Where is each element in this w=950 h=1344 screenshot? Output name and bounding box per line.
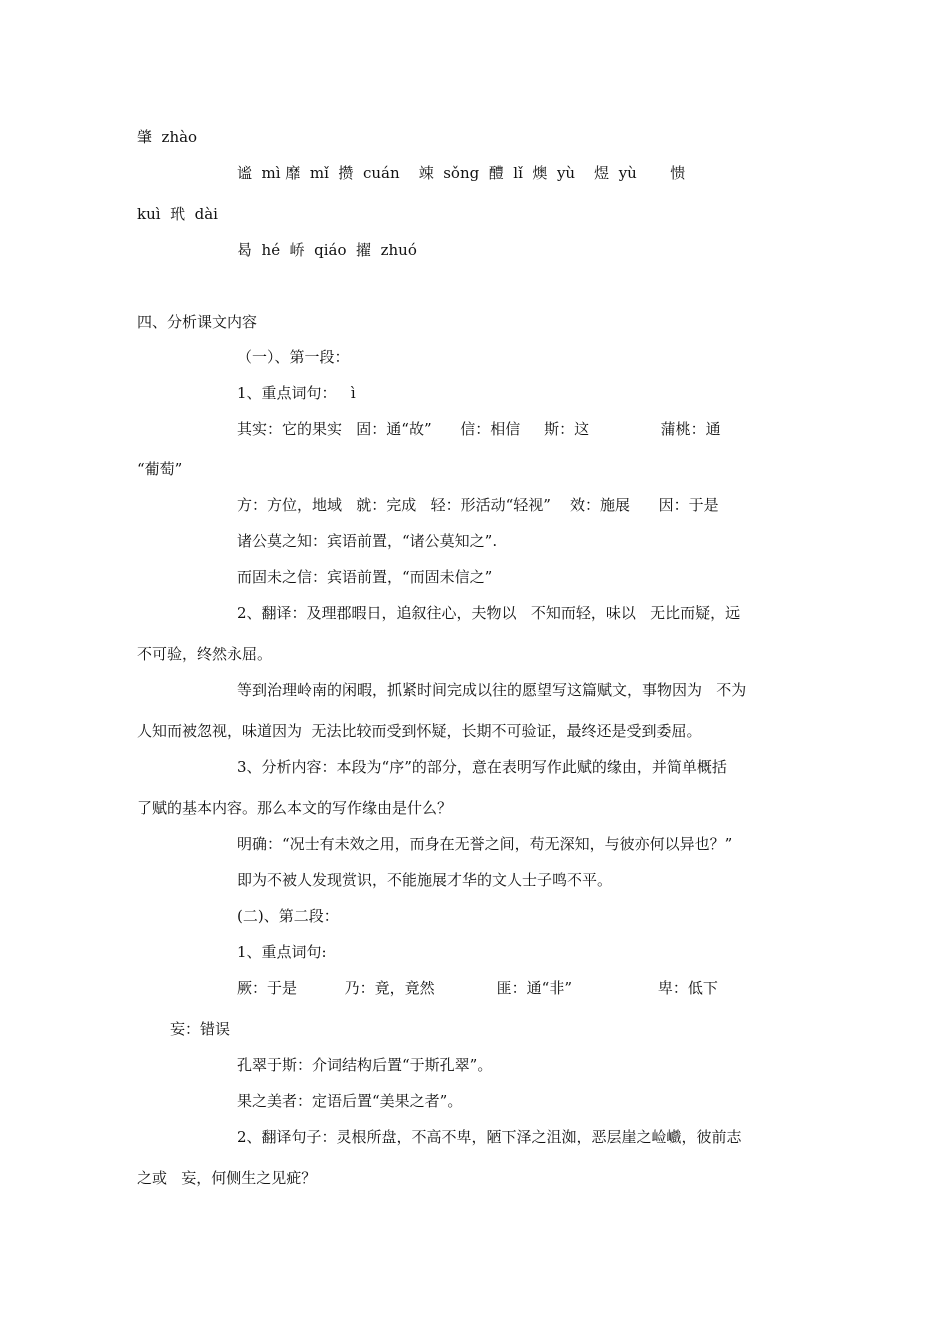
key-words-heading-1: 1、重点词句： ì	[237, 384, 356, 402]
analysis-line: 明确：“况士有未效之用，而身在无誉之间，苟无深知，与彼亦何以异也？”	[237, 835, 733, 853]
subsection-heading-1: （一）、第一段：	[237, 348, 350, 366]
body-line: 厥：于是 乃：竟，竟然 匪：通“非” 卑：低下	[237, 979, 718, 997]
pinyin-line-1: 肇 zhào	[137, 128, 198, 146]
translation-line: 等到治理岭南的闲暇，抓紧时间完成以往的愿望写这篇赋文，事物因为 不为	[237, 681, 747, 699]
subsection-heading-2: (二)、第二段：	[237, 907, 339, 925]
translation-line: 之或 妄，何侧生之见疵？	[137, 1169, 317, 1187]
translation-line: 2、翻译：及理郡暇日，追叙往心，夫物以 不知而轻，味以 无比而疑，远	[237, 604, 741, 622]
body-line: 方：方位，地域 就：完成 轻：形活动“轻视” 效：施展 因：于是	[237, 496, 719, 514]
translation-line: 人知而被忽视，味道因为 无法比较而受到怀疑，长期不可验证，最终还是受到委屈。	[137, 722, 702, 740]
analysis-line: 3、分析内容：本段为“序”的部分，意在表明写作此赋的缘由，并简单概括	[237, 758, 727, 776]
section-heading: 四、分析课文内容	[137, 313, 258, 331]
analysis-line: 即为不被人发现赏识，不能施展才华的文人士子鸣不平。	[237, 871, 613, 889]
translation-line: 2、翻译句子：灵根所盘，不高不卑，陋下泽之沮洳，恶层崖之崄巇，彼前志	[237, 1128, 742, 1146]
body-line: 而固未之信：宾语前置，“而固未信之”	[237, 568, 493, 586]
body-line: “葡萄”	[137, 460, 183, 478]
pinyin-line-3: kuì 玳 dài	[137, 205, 218, 223]
pinyin-line-4: 曷 hé 峤 qiáo 擢 zhuó	[237, 241, 417, 259]
body-line: 果之美者：定语后置“美果之者”。	[237, 1092, 463, 1110]
body-line: 诸公莫之知：宾语前置，“诸公莫知之”.	[237, 532, 498, 550]
analysis-line: 了赋的基本内容。那么本文的写作缘由是什么？	[137, 799, 453, 817]
body-line: 其实：它的果实 固：通“故” 信：相信 斯：这 蒲桃：通	[237, 420, 721, 438]
translation-line: 不可验，终然永屈。	[137, 645, 273, 663]
body-line: 孔翠于斯：介词结构后置“于斯孔翠”。	[237, 1056, 493, 1074]
key-words-heading-2: 1、重点词句:	[237, 943, 327, 961]
body-line: 妄：错误	[170, 1020, 231, 1038]
pinyin-line-2: 谧 mì 靡 mǐ 攒 cuán 竦 sǒng 醴 lǐ 燠 yù 煜 yù 愦	[237, 164, 686, 182]
